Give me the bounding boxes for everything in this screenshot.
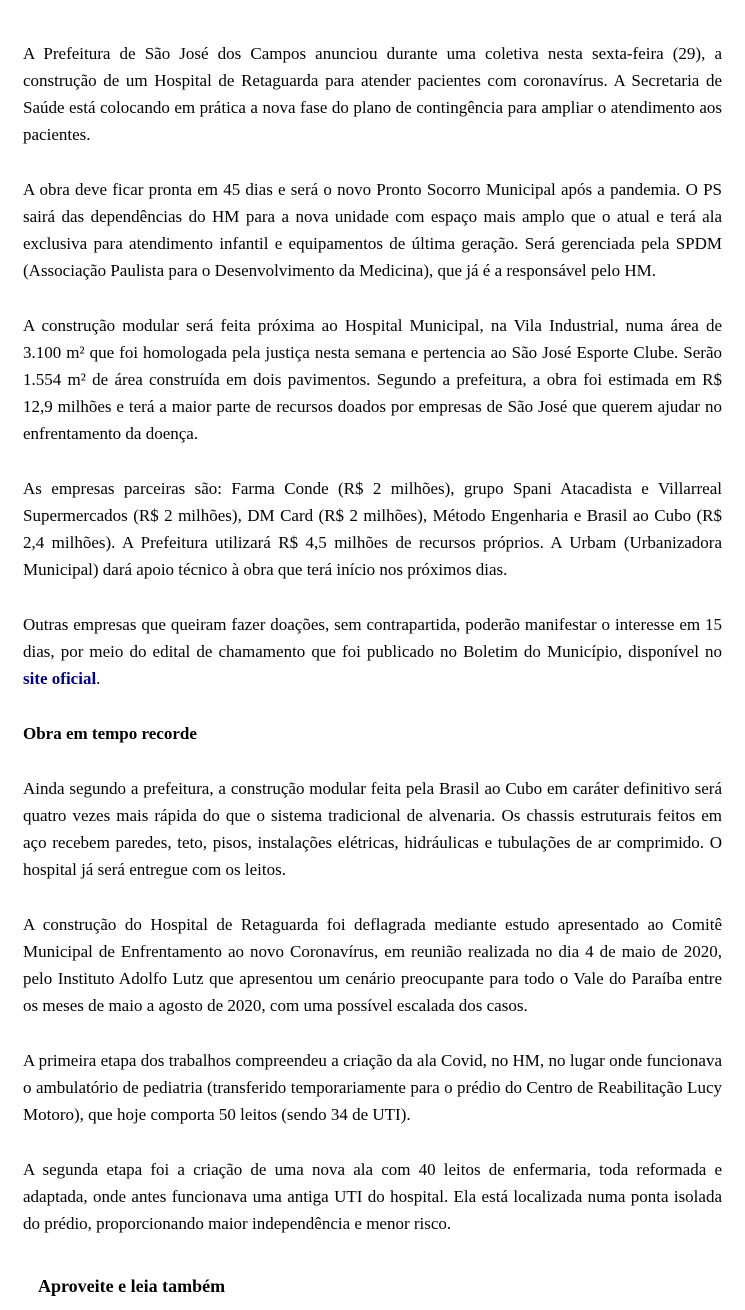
paragraph-empresas-parceiras: As empresas parceiras são: Farma Conde (R$ 2 milhões), grupo Spani Atacadista e Villarreal Supermercados (R$ 2 milhões), DM Card (R$ 2 milhões), Método Engenharia e Brasil ao Cubo (R$ 2,4 milhões). A Prefeitura utilizará R$ 4,5 milhões de recursos próprios. A Urbam (Urbanizadora Municipal) dará apoio técnico à obra que terá início nos próximos dias. xyxy=(23,479,722,579)
paragraph-doacoes-after: . xyxy=(96,669,101,688)
footer-heading-leia-tambem: Aproveite e leia também xyxy=(38,1276,226,1296)
paragraph-segunda-etapa: A segunda etapa foi a criação de uma nova ala com 40 leitos de enfermaria, toda reformada e adaptada, onde antes funcionava uma antiga UTI do hospital. Ela está localizada numa ponta isolada do prédio, proporcionando maior independência e menor risco. xyxy=(23,1160,722,1233)
paragraph-intro: A Prefeitura de São José dos Campos anunciou durante uma coletiva nesta sexta-feira (29), a construção de um Hospital de Retaguarda para atender pacientes com coronavírus. A Secretaria de Saúde está colocando em prática a nova fase do plano de contingência para ampliar o atendimento aos pacientes. xyxy=(23,44,722,144)
paragraph-doacoes-text: Outras empresas que queiram fazer doações, sem contrapartida, poderão manifestar o interesse em 15 dias, por meio do edital de chamamento que foi publicado no Boletim do Município, disponível no xyxy=(23,615,722,661)
paragraph-obra-prazo: A obra deve ficar pronta em 45 dias e será o novo Pronto Socorro Municipal após a pandemia. O PS sairá das dependências do HM para a nova unidade com espaço mais amplo que o atual e terá ala exclusiva para atendimento infantil e equipamentos de última geração. Será gerenciada pela SPDM (Associação Paulista para o Desenvolvimento da Medicina), que já é a responsável pelo HM. xyxy=(23,180,722,280)
site-oficial-link[interactable]: site oficial xyxy=(23,669,97,688)
paragraph-estudo-comite: A construção do Hospital de Retaguarda foi deflagrada mediante estudo apresentado ao Comitê Municipal de Enfrentamento ao novo Coronavírus, em reunião realizada no dia 4 de maio de 2020, pelo Instituto Adolfo Lutz que apresentou um cenário preocupante para todo o Vale do Paraíba entre os meses de maio a agosto de 2020, com uma possível escalada dos casos. xyxy=(23,915,722,1015)
paragraph-construcao-rapida: Ainda segundo a prefeitura, a construção modular feita pela Brasil ao Cubo em caráter definitivo será quatro vezes mais rápida do que o sistema tradicional de alvenaria. Os chassis estruturais feitos em aço recebem paredes, teto, pisos, instalações elétricas, hidráulicas e tubulações de ar comprimido. O hospital já será entregue com os leitos. xyxy=(23,779,722,879)
section-heading-obra-recorde: Obra em tempo recorde xyxy=(23,724,197,743)
article-body xyxy=(23,40,722,1300)
paragraph-doacoes xyxy=(23,611,722,692)
paragraph-construcao-modular: A construção modular será feita próxima ao Hospital Municipal, na Vila Industrial, numa área de 3.100 m² que foi homologada pela justiça nesta semana e pertencia ao São José Esporte Clube. Serão 1.554 m² de área construída em dois pavimentos. Segundo a prefeitura, a obra foi estimada em R$ 12,9 milhões e terá a maior parte de recursos doados por empresas de São José que querem ajudar no enfrentamento da doença. xyxy=(23,316,722,443)
paragraph-primeira-etapa: A primeira etapa dos trabalhos compreendeu a criação da ala Covid, no HM, no lugar onde funcionava o ambulatório de pediatria (transferido temporariamente para o prédio do Centro de Reabilitação Lucy Motoro), que hoje comporta 50 leitos (sendo 34 de UTI). xyxy=(23,1051,722,1124)
